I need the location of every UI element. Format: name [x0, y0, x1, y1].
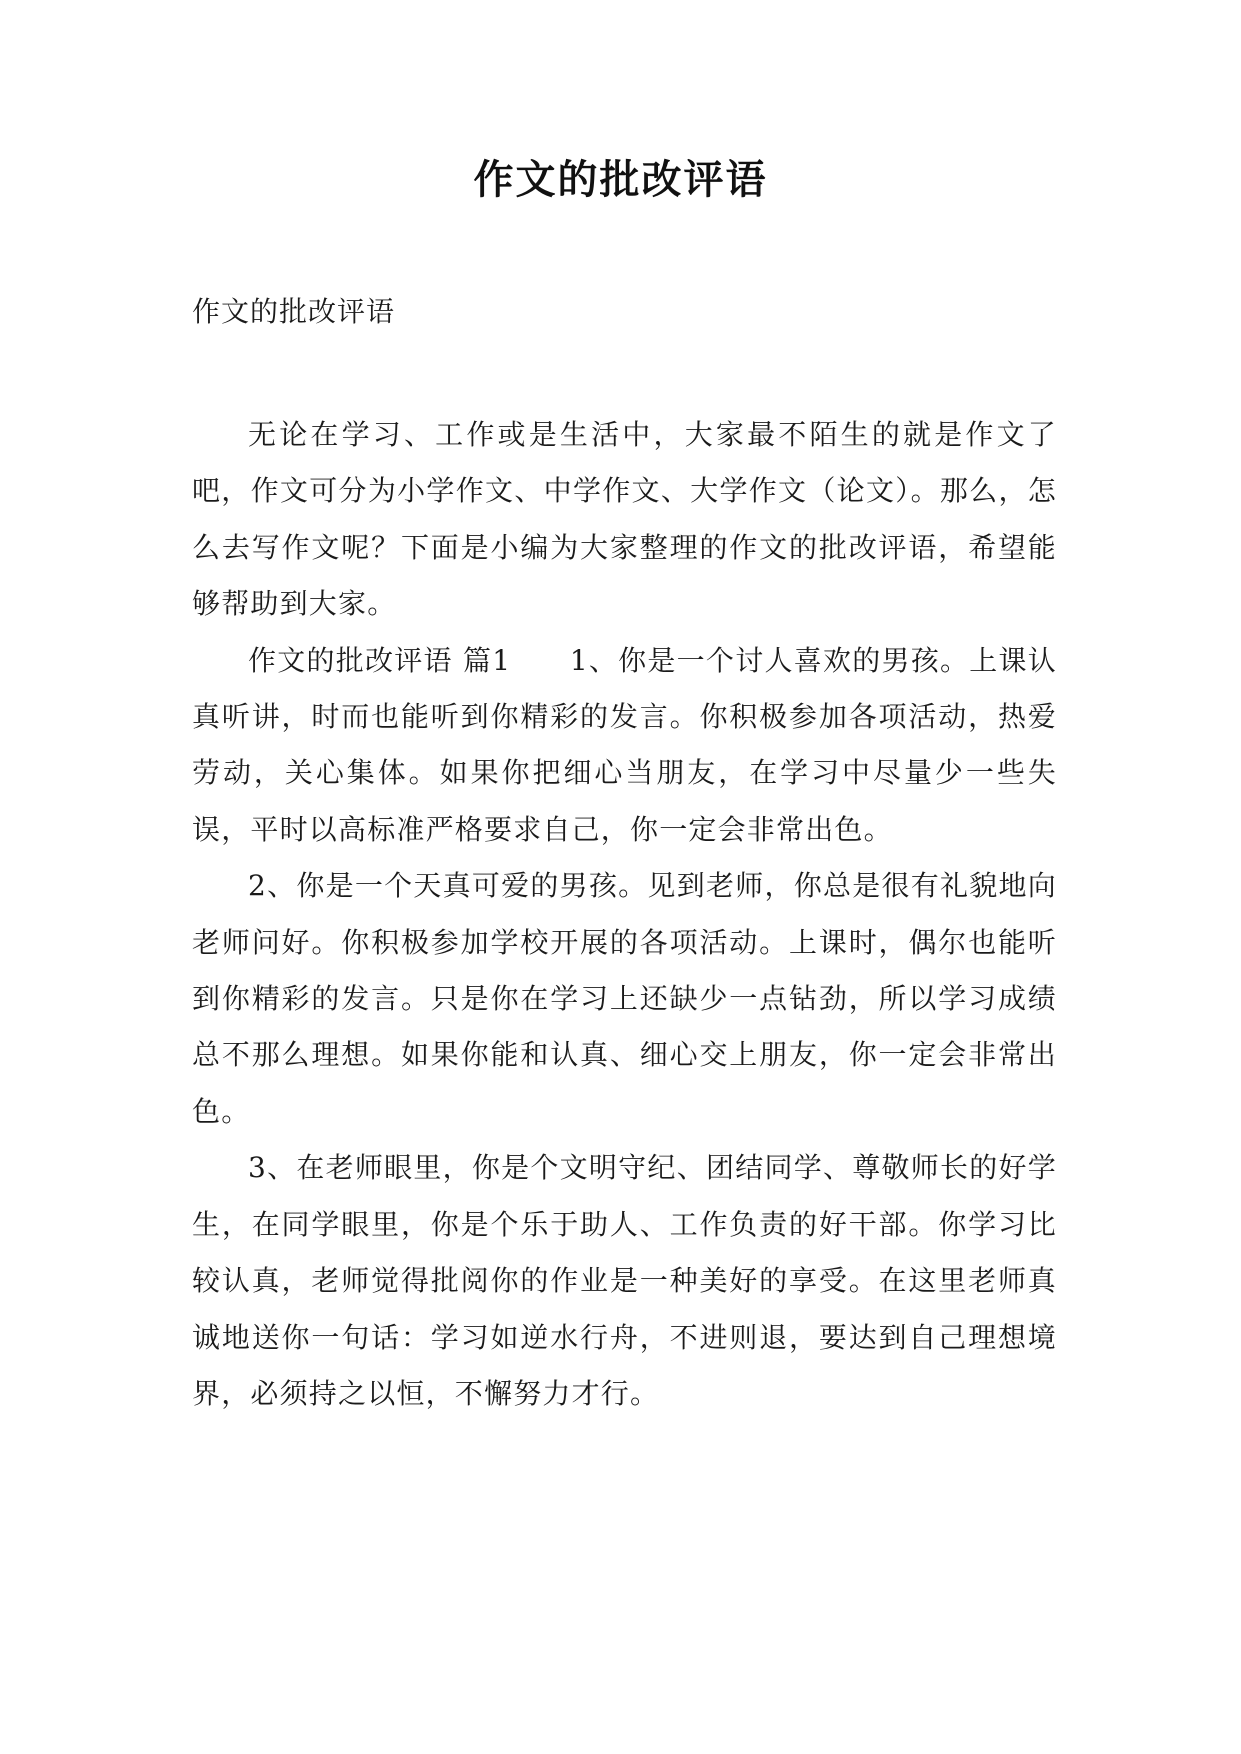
document-title: 作文的批改评语	[473, 156, 768, 203]
document-subtitle: 作文的批改评语	[192, 295, 396, 328]
comment-paragraph-1: 作文的批改评语 篇1 1、你是一个讨人喜欢的男孩。上课认真听讲，时而也能听到你精彩的发言。你积极参加各项活动，热爱劳动，关心集体。如果你把细心当朋友，在学习中尽量少一些失误，平时以高标准严格要求自己，你一定会非常出色。	[192, 643, 1057, 846]
intro-paragraph: 无论在学习、工作或是生活中，大家最不陌生的就是作文了吧，作文可分为小学作文、中学作文、大学作文（论文）。那么，怎么去写作文呢？下面是小编为大家整理的作文的批改评语，希望能够帮助到大家。	[192, 418, 1057, 621]
comment-paragraph-2: 2、你是一个天真可爱的男孩。见到老师，你总是很有礼貌地向老师问好。你积极参加学校开展的各项活动。上课时，偶尔也能听到你精彩的发言。只是你在学习上还缺少一点钻劲，所以学习成绩总不那么理想。如果你能和认真、细心交上朋友，你一定会非常出色。	[192, 869, 1057, 1128]
comment-paragraph-3: 3、在老师眼里，你是个文明守纪、团结同学、尊敬师长的好学生，在同学眼里，你是个乐于助人、工作负责的好干部。你学习比较认真，老师觉得批阅你的作业是一种美好的享受。在这里老师真诚地送你一句话：学习如逆水行舟，不进则退，要达到自己理想境界，必须持之以恒，不懈努力才行。	[192, 1151, 1057, 1410]
document-body	[192, 407, 1057, 1422]
